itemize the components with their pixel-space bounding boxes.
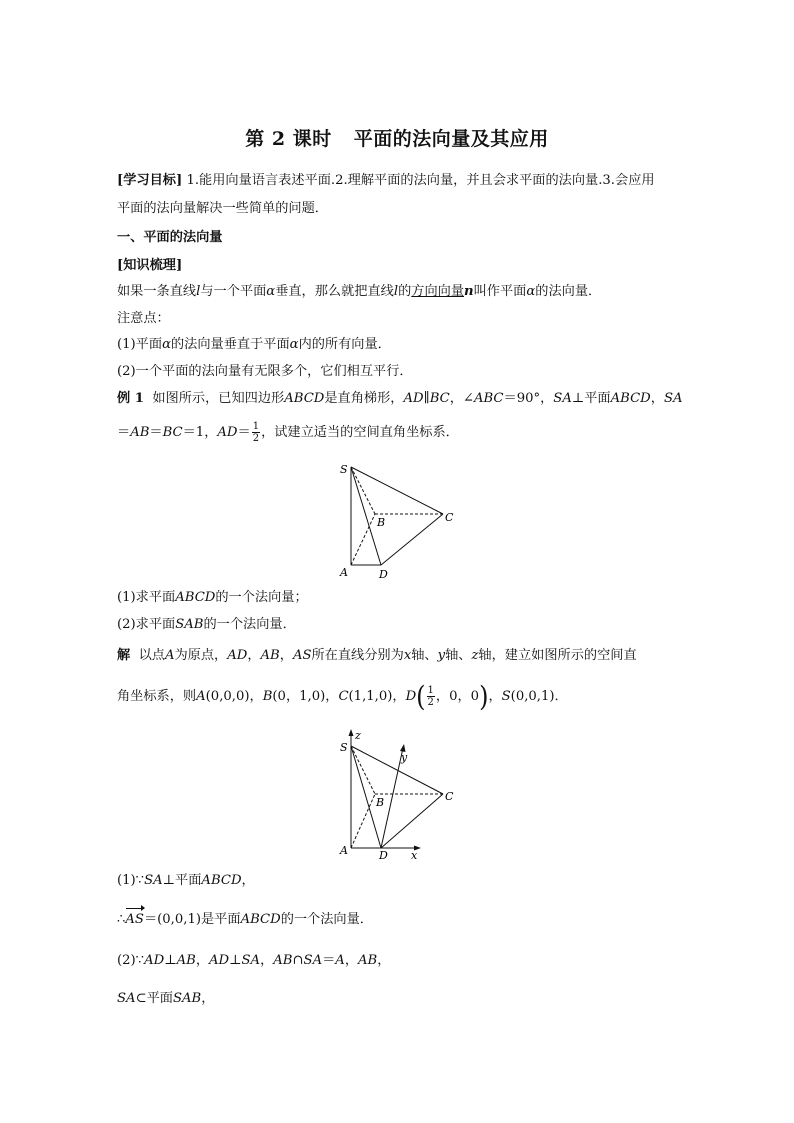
title-lesson: 第 2 课时 [245,128,332,150]
frac2-den: 2 [427,697,434,708]
ex-t2: 是直角梯形， [324,391,404,406]
sol3-perp-1: ⊥ [164,953,177,968]
sol3-eq: ＝ [322,953,336,968]
sol3-comma-1: ， [195,953,209,968]
label-b: B [377,516,386,529]
example-label: 例 1 [117,391,144,406]
vector-as: AS [125,912,144,927]
sol-comma-1: ， [247,648,261,663]
note1-a: (1)平面 [117,337,163,352]
def-text-f: 的法向量． [535,284,602,299]
pyramid-figure-1 [335,458,465,583]
frac-den: 2 [252,433,260,444]
section-heading: 一、平面的法向量 [117,230,223,245]
sol-xaxis: 轴、 [411,648,438,663]
sol3-ab-1: AB [176,953,196,968]
ex-ad-2: AD [217,425,238,440]
solution-step-3 [117,952,390,970]
z-axis-arrow-icon [349,729,354,736]
ex-abc: ABC [473,391,504,406]
label-s-2: S [340,741,348,754]
sol4-a: ⊂平面 [135,991,173,1006]
sol3-ab-3: AB [358,953,378,968]
sol-z: z [471,648,479,663]
def-direction-vector: 方向向量 [411,284,465,299]
label-b-2: B [376,796,385,809]
ex-eq-2: ＝1， [182,425,218,440]
def-alpha-2: α [526,284,536,299]
sol-s1b: 为原点， [174,648,228,663]
ex-par: ∥ [423,391,430,406]
sol-pb: (0，1,0)， [272,689,339,704]
solution-step-2 [117,911,373,929]
def-l-1: l [196,284,201,299]
definition-line [117,283,601,301]
ex-abcd-1: ABCD [284,391,325,406]
sol-pd1: ，0，0 [435,689,480,704]
ex-ad-1: AD [403,391,424,406]
knowledge-label: [知识梳理] [117,258,183,273]
ex-sa-2: SA [663,391,683,406]
sol-y: y [437,648,446,663]
example-line-2 [117,421,459,445]
def-text-d: 的 [398,284,412,299]
ex-bc-1: BC [429,391,450,406]
objectives-text-1: 1.能用向量语言表述平面.2.理解平面的法向量，并且会求平面的法向量.3.会应用 [186,173,655,188]
objectives-line-1 [117,172,655,190]
def-text-e: 叫作平面 [473,284,527,299]
objectives-label: [学习目标] [117,173,183,188]
sol3-sa-2: SA [303,953,323,968]
sol-x: x [403,648,412,663]
solution-line-2 [117,682,568,712]
notes-label: 注意点： [117,311,170,326]
sol3-ad-1: AD [144,953,165,968]
ex-t5: ⊥平面 [571,391,611,406]
sol3-ad-2: AD [209,953,230,968]
sol-zaxis: 轴，建立如图所示的空间直 [478,648,637,663]
fraction-d-x [427,685,435,708]
sol-ps: (0,0,1)． [510,689,568,704]
note-2: (2)一个平面的法向量有无限多个，它们相互平行． [117,364,413,379]
ex-t3: ，∠ [449,391,474,406]
sol-a: A [164,648,175,663]
q1-a: (1)求平面 [117,590,176,605]
label-s: S [340,463,348,476]
sol4-sa: SA [117,991,136,1006]
sol4-b: ， [201,991,215,1006]
sol-s1a: 以点 [138,648,165,663]
ex-abcd-2: ABCD [610,391,651,406]
label-z: z [355,729,361,742]
sol-comma-3: ， [488,689,502,704]
note-1 [117,336,391,354]
sol3-cap: ∩ [292,953,304,968]
def-text-a: 如果一条直线 [117,284,197,299]
q2-b: 的一个法向量． [203,617,296,632]
sol-pa: (0,0,0)， [205,689,263,704]
label-d: D [379,568,388,581]
sol3-a: A [335,953,345,968]
sol3-comma-3: ， [344,953,359,968]
edge-dc-2 [381,794,443,848]
note1-alpha-2: α [289,337,299,352]
def-text-c: 垂直，那么就把直线 [275,284,394,299]
def-l-2: l [393,284,399,299]
edge-sc [351,467,443,514]
ex-t8: ，试建立适当的空间直角坐标系． [261,425,459,440]
edge-ab [351,514,375,565]
ex-t6: ， [650,391,664,406]
solution-line-1 [117,647,637,665]
sol-l1c: ， [241,873,255,888]
sol-ab: AB [260,648,280,663]
sol-l3a: (2)∵ [117,953,145,968]
sol-yaxis: 轴、 [445,648,472,663]
question-1 [117,589,308,607]
ex-sa-1: SA [553,391,572,406]
sol-pt-c: C [338,689,349,704]
edge-dc [381,514,443,565]
note1-c: 内的所有向量． [298,337,391,352]
q1-b: 的一个法向量； [215,590,308,605]
fraction-one-half [252,421,260,444]
sol4-sab: SAB [173,991,202,1006]
sol-l2a: ∴ [117,912,126,927]
frac2-num: 1 [427,685,434,696]
ex-ab: AB [130,425,150,440]
solution-label: 解 [117,648,131,663]
objectives-line-2: 平面的法向量解决一些简单的问题． [117,201,328,216]
q1-abcd: ABCD [175,590,216,605]
edge-ab-2 [351,794,375,848]
title-topic: 平面的法向量及其应用 [353,128,549,150]
paren-right: ) [479,680,489,713]
sol-l2c: 的一个法向量． [280,912,373,927]
solution-step-4 [117,990,214,1008]
sol-pt-a: A [196,689,206,704]
sol-pt-s: S [501,689,511,704]
sol-l2b: ＝(0,0,1)是平面 [143,912,241,927]
sol-pt-d: D [405,689,417,704]
def-n: n [464,284,474,299]
label-c-2: C [445,790,454,803]
sol-s2a: 角坐标系，则 [117,689,197,704]
ex-eq-3: ＝ [237,425,251,440]
sol-abcd-1: ABCD [201,873,242,888]
note1-alpha-1: α [162,337,171,352]
label-y: y [401,751,408,764]
sol-comma-2: ， [279,648,293,663]
sol-sa: SA [144,873,163,888]
q2-a: (2)求平面 [117,617,176,632]
example-line-1 [117,390,683,408]
label-a-2: A [340,844,348,857]
ex-eq-0: ＝ [117,425,131,440]
question-2 [117,616,296,634]
sol3-sa-1: SA [241,953,261,968]
solution-step-1 [117,872,255,890]
label-a: A [340,566,348,579]
def-text-b: 与一个平面 [200,284,267,299]
ex-t4: ＝90°， [503,391,554,406]
sol-l1b: ⊥平面 [162,873,202,888]
sol3-comma-2: ， [260,953,274,968]
page-title [0,124,794,151]
sol3-perp-2: ⊥ [229,953,242,968]
label-x: x [411,849,418,861]
ex-t1: 如图所示，已知四边形 [152,391,285,406]
sol3-ab-2: AB [273,953,293,968]
sol-pc: (1,1,0)， [348,689,406,704]
edge-sc-2 [351,746,443,794]
sol-as: AS [292,648,312,663]
pyramid-figure-2-with-axes [335,726,475,861]
sol-l1a: (1)∵ [117,873,145,888]
label-d-2: D [379,849,388,861]
ex-eq-1: ＝ [149,425,163,440]
sol-pt-b: B [262,689,273,704]
label-c: C [445,511,454,524]
sol-ad: AD [227,648,248,663]
sol-abcd-2: ABCD [240,912,281,927]
sol3-comma-4: ， [377,953,391,968]
ex-bc-2: BC [162,425,183,440]
frac-num: 1 [252,421,260,432]
def-alpha-1: α [266,284,276,299]
note1-b: 的法向量垂直于平面 [170,337,290,352]
q2-sab: SAB [175,617,204,632]
paren-left: ( [416,680,426,713]
sol-s1c: 所在直线分别为 [311,648,404,663]
